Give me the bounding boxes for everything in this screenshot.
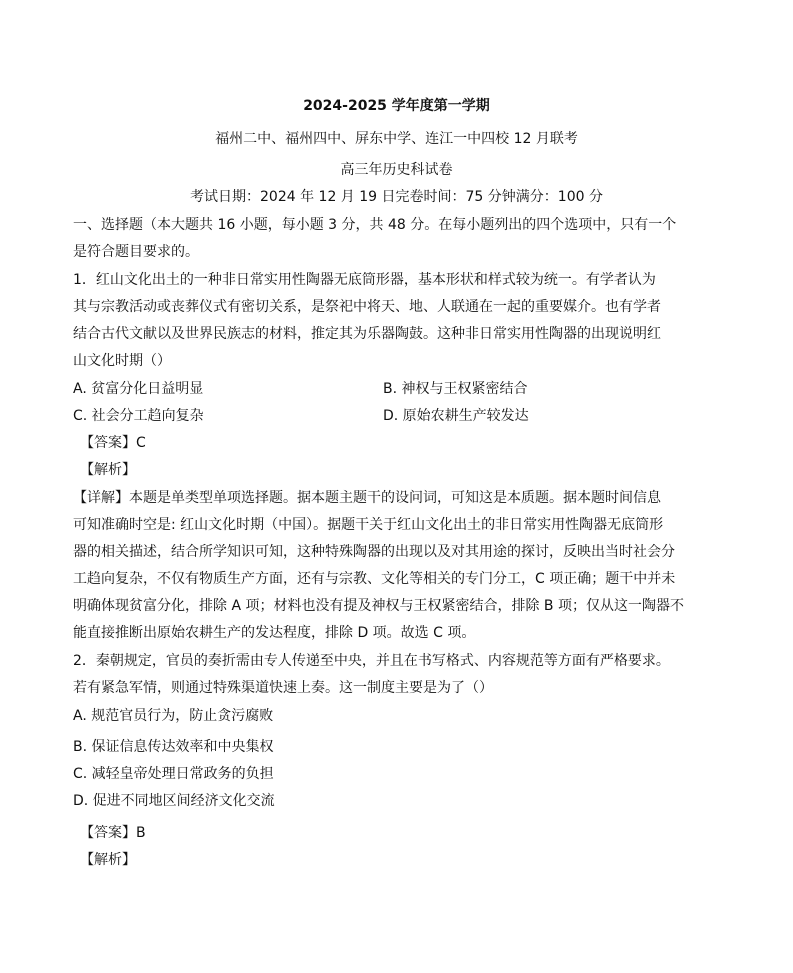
header-schools: 福州二中、福州四中、屏东中学、连江一中四校 12 月联考: [215, 131, 578, 147]
q2-option-d: D. 促进不同地区间经济文化交流: [73, 793, 275, 809]
q1-stem-line: 其与宗教活动或丧葬仪式有密切关系，是祭祀中将天、地、人联通在一起的重要媒介。也有学者: [73, 299, 661, 315]
q1-option-d: D. 原始农耕生产较发达: [383, 408, 529, 424]
header-exam-info: 考试日期：2024 年 12 月 19 日完卷时间：75 分钟满分：100 分: [190, 189, 603, 205]
q1-option-a: A. 贫富分化日益明显: [73, 381, 204, 397]
q1-detail-line: 器的相关描述，结合所学知识可知，这种特殊陶器的出现以及对其用途的探讨，反映出当时社会分: [73, 544, 675, 560]
q1-stem-line: 结合古代文献以及世界民族志的材料，推定其为乐器陶鼓。这种非日常实用性陶器的出现说明红: [73, 326, 661, 342]
section-intro-line: 是符合题目要求的。: [73, 244, 199, 260]
q1-detail-line: 可知准确时空是: 红山文化时期（中国）。据题干关于红山文化出土的非日常实用性陶器无底筒形: [73, 517, 664, 533]
section-intro-line: 一、选择题（本大题共 16 小题，每小题 3 分，共 48 分。在每小题列出的四个选项中，只有一个: [73, 217, 677, 233]
q2-option-c: C. 减轻皇帝处理日常政务的负担: [73, 766, 274, 782]
q1-stem-line: 山文化时期（）: [73, 353, 171, 369]
header-subject: 高三年历史科试卷: [340, 162, 453, 178]
q1-option-b: B. 神权与王权紧密结合: [383, 381, 528, 397]
q1-option-c: C. 社会分工趋向复杂: [73, 408, 204, 424]
q2-option-b: B. 保证信息传达效率和中央集权: [73, 739, 274, 755]
q2-option-a: A. 规范官员行为，防止贪污腐败: [73, 708, 274, 724]
q1-detail-line: 【详解】本题是单类型单项选择题。据本题主题干的设问词，可知这是本质题。据本题时间信息: [73, 490, 661, 506]
q2-stem-line: 2．秦朝规定，官员的奏折需由专人传递至中央，并且在书写格式、内容规范等方面有严格要求。: [73, 653, 670, 669]
q1-answer: 【答案】C: [80, 435, 146, 451]
q1-detail-line: 明确体现贫富分化，排除 A 项；材料也没有提及神权与王权紧密结合，排除 B 项；仅从这一陶器不: [73, 598, 684, 614]
q1-analysis-label: 【解析】: [80, 462, 136, 478]
q2-stem-line: 若有紧急军情，则通过特殊渠道快速上奏。这一制度主要是为了（）: [73, 680, 493, 696]
q2-analysis-label: 【解析】: [80, 852, 136, 868]
q2-answer: 【答案】B: [80, 825, 146, 841]
q1-detail-line: 能直接推断出原始农耕生产的发达程度，排除 D 项。故选 C 项。: [73, 625, 476, 641]
header-year: 2024-2025 学年度第一学期: [303, 98, 490, 114]
q1-stem-line: 1．红山文化出土的一种非日常实用性陶器无底筒形器，基本形状和样式较为统一。有学者认为: [73, 272, 656, 288]
q1-detail-line: 工趋向复杂，不仅有物质生产方面，还有与宗教、文化等相关的专门分工，C 项正确；题干中并未: [73, 571, 676, 587]
